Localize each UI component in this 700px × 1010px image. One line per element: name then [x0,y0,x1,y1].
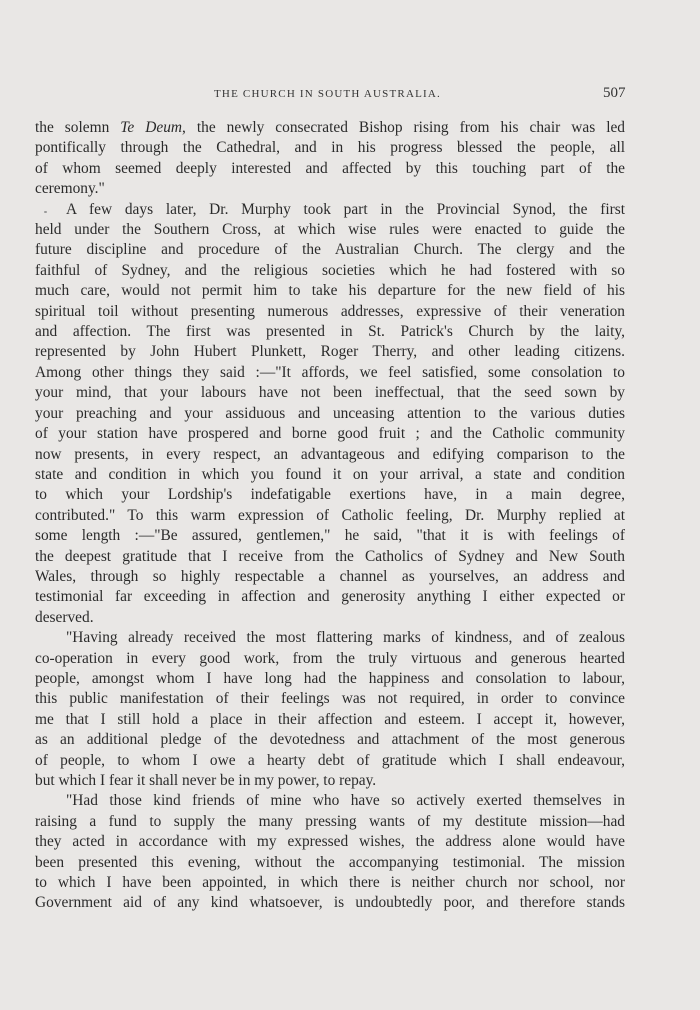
text-line: represented by John Hubert Plunkett, Roger Therry, and other leading citizens. [35,343,625,361]
text-line: but which I fear it shall never be in my power, to repay. [35,772,377,789]
body-text [35,118,625,914]
text-line: to which I have been appointed, in which there is neither church nor school, nor [35,874,625,892]
text-line: faithful of Sydney, and the religious societies which he had fostered with so [35,261,625,279]
text-line: contributed." To this warm expression of Catholic feeling, Dr. Murphy replied at [35,506,625,524]
text-line: pontifically through the Cathedral, and in his progress blessed the people, all [35,139,625,157]
text-line: A few days later, Dr. Murphy took part in the Provincial Synod, the first [66,200,625,218]
text-line: "Had those kind friends of mine who have so actively exerted themselves in [66,792,625,810]
text-line: of whom seemed deeply interested and affected by this touching part of the [35,159,625,177]
text-line: this public manifestation of their feelings was not required, in order to convince [35,690,625,708]
text-line: the deepest gratitude that I receive from the Catholics of Sydney and New South [35,547,625,565]
text-line: and affection. The first was presented in St. Patrick's Church by the laity, [35,323,625,341]
text-line: ceremony." [35,180,105,198]
text-line: of your station have prospered and borne good fruit ; and the Catholic community [35,425,625,443]
text-line: Among other things they said :—"It affords, we feel satisfied, some consolation to [35,363,625,381]
text-line: the solemn Te Deum, the newly consecrated Bishop rising from his chair was led [35,119,626,136]
text-line: held under the Southern Cross, at which wise rules were enacted to guide the [35,221,625,239]
text-line: of people, to whom I owe a hearty debt of gratitude which I shall endeavour, [35,751,625,769]
running-head: THE CHURCH IN SOUTH AUSTRALIA. [214,88,441,100]
text-line: Government aid of any kind whatsoever, is undoubtedly poor, and therefore stands [35,894,625,912]
text-line: me that I still hold a place in their affection and esteem. I accept it, however, [35,710,625,728]
text-line: "Having already received the most flattering marks of kindness, and of zealous [66,629,625,647]
text-line: testimonial far exceeding in affection and generosity anything I either expected or [35,588,625,606]
text-line: much care, would not permit him to take his departure for the new field of his [35,282,625,300]
text-line: your preaching and your assiduous and unceasing attention to the various duties [35,404,625,422]
text-line: people, amongst whom I have long had the happiness and consolation to labour, [35,669,625,687]
text-line: as an additional pledge of the devotedness and attachment of the most generous [35,731,625,749]
paragraph-1 [35,118,625,200]
text-line: to which your Lordship's indefatigable exertions have, in a main degree, [35,486,625,504]
text-line: now presents, in every respect, an advantageous and edifying comparison to the [35,445,625,463]
page-number: 507 [603,85,626,101]
paragraph-2 [35,200,625,629]
text-line: Wales, through so highly respectable a channel as yourselves, an address and [35,567,625,585]
text-line: been presented this evening, without the accompanying testimonial. The mission [35,853,625,871]
italic-phrase: Te Deum [120,119,183,136]
text-line: deserved. [35,608,94,626]
paragraph-3 [35,628,625,791]
paragraph-4 [35,791,625,913]
text-line: they acted in accordance with my expressed wishes, the address alone would have [35,833,625,851]
text-line: raising a fund to supply the many pressing wants of my destitute mission—had [35,812,625,830]
text-line: some length :—"Be assured, gentlemen," he said, "that it is with feelings of [35,527,625,545]
text-line: state and condition in which you found it on your arrival, a state and condition [35,465,625,483]
text-line: your mind, that your labours have not been ineffectual, that the seed sown by [35,384,625,402]
text-line: future discipline and procedure of the Australian Church. The clergy and the [35,241,625,259]
text-line: spiritual toil without presenting numerous addresses, expressive of their veneration [35,302,625,320]
text-line: co-operation in every good work, from the truly virtuous and generous hearted [35,649,625,667]
